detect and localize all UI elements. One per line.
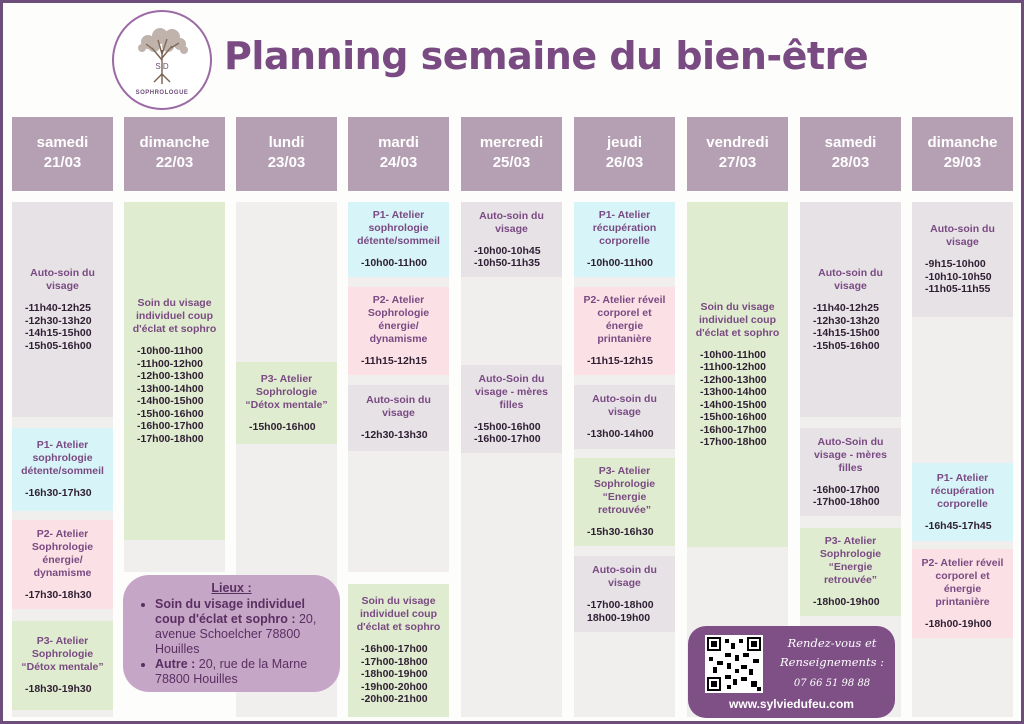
session-card: [348, 584, 449, 717]
logo-word: SOPHROLOGUE: [135, 90, 189, 96]
day-date: 25/03: [492, 154, 531, 171]
time-slot: -17h00-18h00: [137, 432, 204, 445]
session-card: [800, 528, 901, 616]
day-name: mercredi: [479, 134, 544, 151]
session-card: [574, 385, 675, 449]
time-slot: -16h45-17h45: [925, 519, 992, 532]
time-slot: -18h00-19h00: [813, 596, 880, 609]
day-name: mardi: [378, 134, 419, 151]
time-slots: [17, 302, 108, 352]
day-name: dimanche: [927, 134, 998, 151]
session-title: P2- Atelier réveil corporel et énergie printanière: [583, 294, 666, 346]
session-card: [574, 458, 675, 546]
day-date: 29/03: [943, 154, 982, 171]
session-title: P2- Atelier Sophrologie énergie/ dynamisme: [367, 294, 430, 346]
day-header: [124, 117, 225, 191]
time-slots: [241, 421, 332, 434]
day-name: samedi: [36, 134, 89, 151]
session-card: [574, 202, 675, 277]
day-column: [461, 202, 562, 717]
time-slot: -17h00-18h00: [813, 496, 880, 508]
time-slot: -15h00-16h00: [249, 420, 316, 433]
day-date: 27/03: [718, 154, 757, 171]
day-name: dimanche: [139, 134, 210, 151]
time-slot: -18h30-19h30: [25, 683, 92, 696]
session-title: P3- Atelier Sophrologie “Détox mentale”: [245, 372, 328, 411]
day-date: 26/03: [605, 154, 644, 171]
time-slot: -15h30-16h30: [587, 526, 654, 539]
time-slot: -11h00-12h00: [137, 357, 203, 370]
time-slot: -16h30-17h30: [25, 487, 92, 500]
time-slots: [466, 245, 557, 270]
session-title: P3- Atelier Sophrologie “Energie retrouvée”: [819, 535, 882, 587]
time-slot: -15h00-16h00: [700, 411, 767, 423]
session-title: Auto-soin du visage: [930, 223, 995, 249]
day-header: [800, 117, 901, 191]
time-slot: -20h00-21h00: [361, 693, 428, 706]
time-slot: -10h10-10h50: [925, 270, 992, 283]
contact-line1: Rendez-vous et: [787, 636, 877, 650]
session-title: P1- Atelier sophrologie détente/sommeil: [357, 209, 440, 248]
time-slots: [579, 257, 670, 270]
session-title: P3- Atelier Sophrologie “Energie retrouvée”: [593, 465, 656, 517]
time-slot: -18h00-19h00: [925, 617, 992, 630]
time-slot: -11h40-12h25: [25, 302, 91, 314]
time-slot: -15h00-16h00: [474, 420, 541, 433]
day-date: 22/03: [155, 154, 194, 171]
session-card: [912, 463, 1013, 541]
time-slot: -16h00-17h00: [700, 423, 767, 436]
session-card: [124, 202, 225, 540]
locations-heading: Lieux :: [211, 581, 252, 595]
location-item: [155, 597, 330, 657]
location-item: [155, 657, 330, 687]
day-date: 23/03: [267, 154, 306, 171]
session-title: Soin du visage individuel coup d'éclat et sophro: [695, 300, 780, 339]
time-slot: -11h15-12h15: [587, 355, 653, 368]
session-card: [348, 202, 449, 277]
time-slot: -12h30-13h20: [25, 314, 92, 327]
day-header: [12, 117, 113, 191]
session-title: Auto-soin du visage: [592, 393, 657, 419]
session-title: P1- Atelier sophrologie détente/sommeil: [21, 439, 104, 478]
time-slot: -16h00-17h00: [474, 433, 541, 445]
time-slot: -17h00-18h00: [587, 599, 654, 611]
time-slots: [917, 520, 1008, 533]
location-label: Autre :: [155, 657, 196, 671]
time-slot: -10h00-11h00: [700, 348, 766, 361]
session-card: [236, 362, 337, 444]
day-header: [912, 117, 1013, 191]
day-header: [348, 117, 449, 191]
website-link[interactable]: www.sylviedufeu.com: [729, 697, 854, 711]
time-slot: -10h00-11h00: [137, 345, 203, 357]
session-title: P2- Atelier Sophrologie énergie/ dynamisme: [31, 527, 94, 579]
day-date: 21/03: [43, 154, 82, 171]
time-slot: -10h00-11h00: [361, 257, 427, 270]
session-title: P2- Atelier réveil corporel et énergie printanière: [921, 556, 1004, 608]
time-slot: -14h00-15h00: [137, 395, 204, 407]
day-date: 24/03: [379, 154, 418, 171]
contact-line2: Renseignements :: [780, 655, 884, 669]
session-title: Soin du visage individuel coup d'éclat et sophro: [132, 297, 217, 335]
time-slot: -16h00-17h00: [361, 643, 428, 656]
session-card: [912, 202, 1013, 317]
contact-phone[interactable]: 07 66 51 98 88: [793, 678, 871, 689]
time-slot: -13h00-14h00: [700, 386, 767, 398]
session-card: [461, 202, 562, 277]
session-card: [461, 365, 562, 453]
logo-initials: S D: [155, 62, 169, 71]
time-slot: -12h00-13h00: [700, 373, 767, 386]
time-slot: -13h00-14h00: [137, 382, 204, 395]
time-slot: -16h00-17h00: [137, 420, 204, 432]
location-label: Soin du visage individuel coup d'éclat et sophro :: [155, 597, 306, 626]
session-title: P3- Atelier Sophrologie “Détox mentale”: [21, 635, 104, 674]
time-slot: -17h00-18h00: [361, 655, 428, 668]
time-slots: [353, 643, 444, 706]
contact-box: [688, 626, 895, 718]
time-slot: -10h00-11h00: [587, 257, 653, 270]
time-slot: -15h05-16h00: [25, 339, 92, 352]
time-slots: [353, 429, 444, 442]
day-name: jeudi: [606, 134, 642, 151]
time-slot: 18h00-19h00: [587, 611, 651, 624]
time-slots: [805, 484, 896, 509]
session-title: Auto-soin du visage: [366, 394, 431, 420]
qr-code-icon[interactable]: [705, 635, 763, 693]
time-slot: -16h00-17h00: [813, 483, 880, 496]
day-header: [461, 117, 562, 191]
time-slots: [917, 258, 1008, 296]
session-card: [12, 202, 113, 417]
session-title: Soin du visage individuel coup d'éclat et sophro: [356, 595, 441, 634]
session-card: [574, 287, 675, 375]
day-header: [236, 117, 337, 191]
session-card: [12, 621, 113, 710]
time-slot: -10h00-10h45: [474, 244, 541, 257]
time-slots: [353, 257, 444, 270]
time-slots: [579, 599, 670, 624]
locations-list: [133, 597, 330, 687]
time-slot: -11h05-11h55: [925, 283, 991, 296]
session-card: [912, 549, 1013, 638]
time-slot: -11h15-12h15: [361, 355, 427, 368]
session-title: Auto-soin du visage: [30, 267, 95, 292]
time-slots: [17, 683, 108, 696]
time-slot: -9h15-10h00: [925, 258, 986, 271]
time-slot: -12h30-13h30: [361, 429, 428, 442]
time-slot: -11h40-12h25: [813, 302, 879, 314]
session-card: [687, 202, 788, 547]
session-card: [574, 556, 675, 632]
time-slots: [17, 589, 108, 602]
time-slots: [805, 596, 896, 609]
time-slots: [917, 618, 1008, 631]
time-slots: [692, 349, 783, 449]
time-slots: [129, 345, 220, 445]
time-slot: -18h00-19h00: [361, 668, 428, 681]
time-slots: [579, 526, 670, 539]
day-date: 28/03: [831, 154, 870, 171]
time-slots: [466, 421, 557, 446]
time-slot: -15h05-16h00: [813, 339, 880, 352]
day-name: samedi: [824, 134, 877, 151]
time-slot: -11h00-12h00: [700, 361, 766, 373]
session-card: [800, 202, 901, 417]
session-title: Auto-soin du visage: [592, 564, 657, 589]
time-slot: -19h00-20h00: [361, 680, 428, 693]
session-title: P1- Atelier récupération corporelle: [592, 209, 657, 248]
time-slot: -14h15-15h00: [813, 327, 880, 339]
session-card: [348, 385, 449, 451]
locations-box: [123, 575, 340, 692]
time-slots: [579, 355, 670, 368]
session-title: Auto-soin du visage: [818, 267, 883, 292]
logo: [112, 10, 212, 110]
session-card: [348, 287, 449, 375]
time-slot: -15h00-16h00: [137, 407, 204, 420]
session-card: [800, 428, 901, 516]
session-title: Auto-soin du visage: [479, 209, 544, 235]
time-slots: [805, 302, 896, 352]
time-slots: [353, 355, 444, 368]
time-slot: -12h30-13h20: [813, 314, 880, 327]
time-slot: -17h30-18h30: [25, 588, 92, 601]
location-address: 20, rue de la Marne 78800 Houilles: [155, 657, 308, 686]
time-slot: -14h00-15h00: [700, 398, 767, 411]
page-title: Planning semaine du bien-être: [224, 34, 869, 78]
day-name: vendredi: [706, 134, 769, 151]
time-slots: [579, 428, 670, 441]
day-name: lundi: [268, 134, 305, 151]
session-title: Auto-Soin du visage - mères filles: [814, 435, 887, 474]
time-slot: -14h15-15h00: [25, 327, 92, 339]
location-address: 20, avenue Schoelcher 78800 Houilles: [155, 612, 317, 656]
session-title: P1- Atelier récupération corporelle: [930, 471, 995, 510]
time-slot: -13h00-14h00: [587, 428, 654, 441]
time-slots: [17, 487, 108, 500]
session-title: Auto-Soin du visage - mères filles: [475, 372, 548, 411]
contact-heading: [772, 634, 892, 672]
time-slot: -17h00-18h00: [700, 436, 767, 448]
day-header: [574, 117, 675, 191]
time-slot: -10h50-11h35: [474, 257, 540, 269]
time-slot: -12h00-13h00: [137, 370, 204, 382]
session-card: [12, 428, 113, 511]
day-header: [687, 117, 788, 191]
session-card: [12, 520, 113, 609]
